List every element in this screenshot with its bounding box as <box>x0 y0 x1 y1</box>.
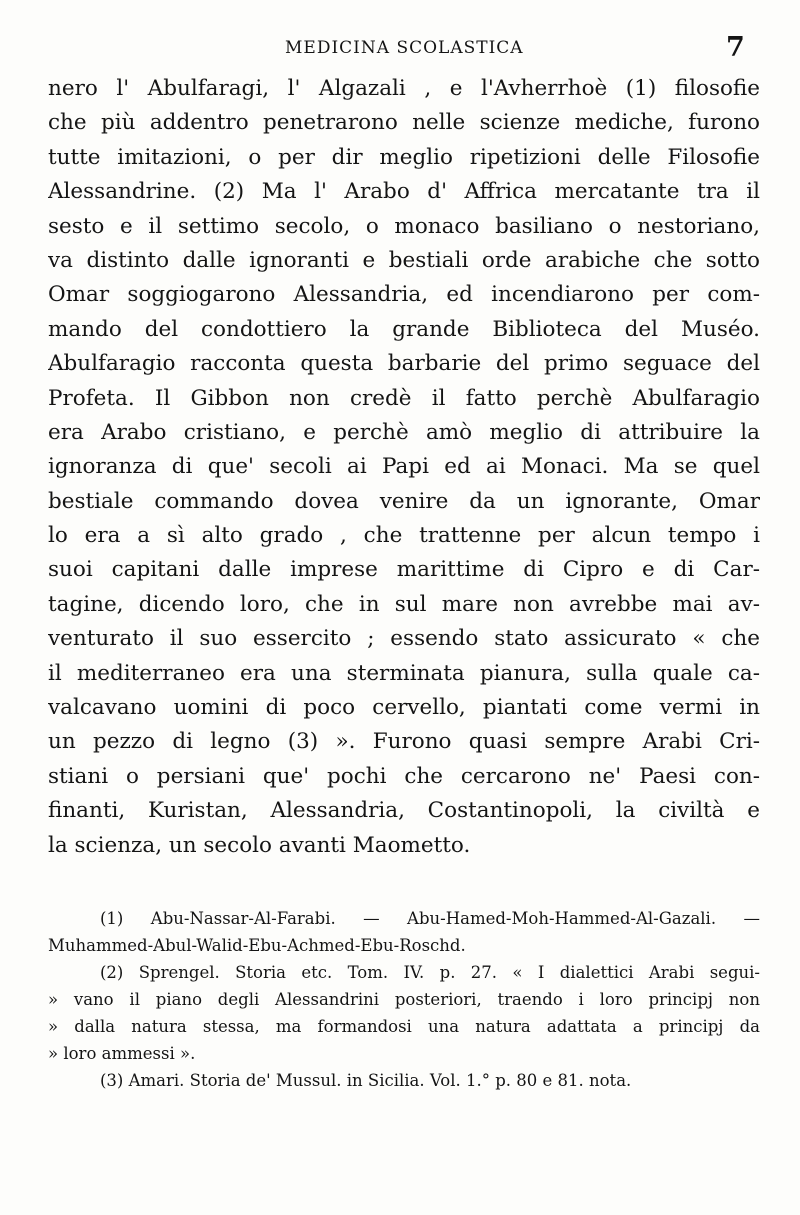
footnote-1: (1) Abu-Nassar-Al-Farabi. — Abu-Hamed-Moh-Hammed-Al-Gazali. — <box>100 909 760 928</box>
text-line: ignoranza di que' secoli ai Papi ed ai Monaci. Ma se quel <box>48 454 760 480</box>
text-line: Profeta. Il Gibbon non credè il fatto perchè Abulfaragio <box>48 385 760 411</box>
text-line: mando del condottiero la grande Biblioteca del Muséo. <box>48 316 760 342</box>
footnote-2-continuation: » loro ammessi ». <box>48 1044 196 1063</box>
footnote-2: (2) Sprengel. Storia etc. Tom. IV. p. 27. « I dialettici Arabi segui- <box>100 963 760 982</box>
text-line: la scienza, un secolo avanti Maometto. <box>48 832 471 858</box>
text-line: va distinto dalle ignoranti e bestiali orde arabiche che sotto <box>48 247 760 273</box>
footnote-3: (3) Amari. Storia de' Mussul. in Sicilia. Vol. 1.° p. 80 e 81. nota. <box>100 1071 632 1090</box>
text-line: valcavano uomini di poco cervello, piantati come vermi in <box>48 695 760 721</box>
text-line: finanti, Kuristan, Alessandria, Costantinopoli, la civiltà e <box>48 798 760 824</box>
footnote-2-continuation: » vano il piano degli Alessandrini posteriori, traendo i loro principj non <box>48 990 760 1009</box>
text-line: Omar soggiogarono Alessandria, ed incendiarono per com- <box>48 282 760 308</box>
text-line: era Arabo cristiano, e perchè amò meglio di attribuire la <box>48 419 760 445</box>
text-line: stiani o persiani que' pochi che cercarono ne' Paesi con- <box>48 763 760 789</box>
text-line: tutte imitazioni, o per dir meglio ripetizioni delle Filosofie <box>48 144 760 170</box>
text-line: venturato il suo essercito ; essendo stato assicurato « che <box>48 626 760 652</box>
running-head <box>0 34 800 64</box>
footnote-1-continuation: Muhammed-Abul-Walid-Ebu-Achmed-Ebu-Roschd. <box>48 936 466 955</box>
text-line: bestiale commando dovea venire da un ignorante, Omar <box>48 488 760 514</box>
text-line: lo era a sì alto grado , che trattenne per alcun tempo i <box>48 523 760 549</box>
text-line: un pezzo di legno (3) ». Furono quasi sempre Arabi Cri- <box>48 729 760 755</box>
text-line: il mediterraneo era una sterminata pianura, sulla quale ca- <box>48 660 760 686</box>
text-line: suoi capitani dalle imprese marittime di Cipro e di Car- <box>48 557 760 583</box>
footnote-2-continuation: » dalla natura stessa, ma formandosi una natura adattata a principj da <box>48 1017 760 1036</box>
main-text <box>48 72 760 863</box>
text-line: che più addentro penetrarono nelle scienze mediche, furono <box>48 110 760 136</box>
text-line: nero l' Abulfaragi, l' Algazali , e l'Avherrhoè (1) filosofie <box>48 76 760 101</box>
page-number: 7 <box>726 32 745 63</box>
text-line: Abulfaragio racconta questa barbarie del primo seguace del <box>48 351 760 377</box>
text-line: tagine, dicendo loro, che in sul mare non avrebbe mai av- <box>48 591 760 617</box>
running-title: MEDICINA SCOLASTICA <box>285 38 524 58</box>
text-line: Alessandrine. (2) Ma l' Arabo d' Affrica mercatante tra il <box>48 179 760 205</box>
footnotes <box>48 905 760 1094</box>
text-line: sesto e il settimo secolo, o monaco basiliano o nestoriano, <box>48 213 760 239</box>
